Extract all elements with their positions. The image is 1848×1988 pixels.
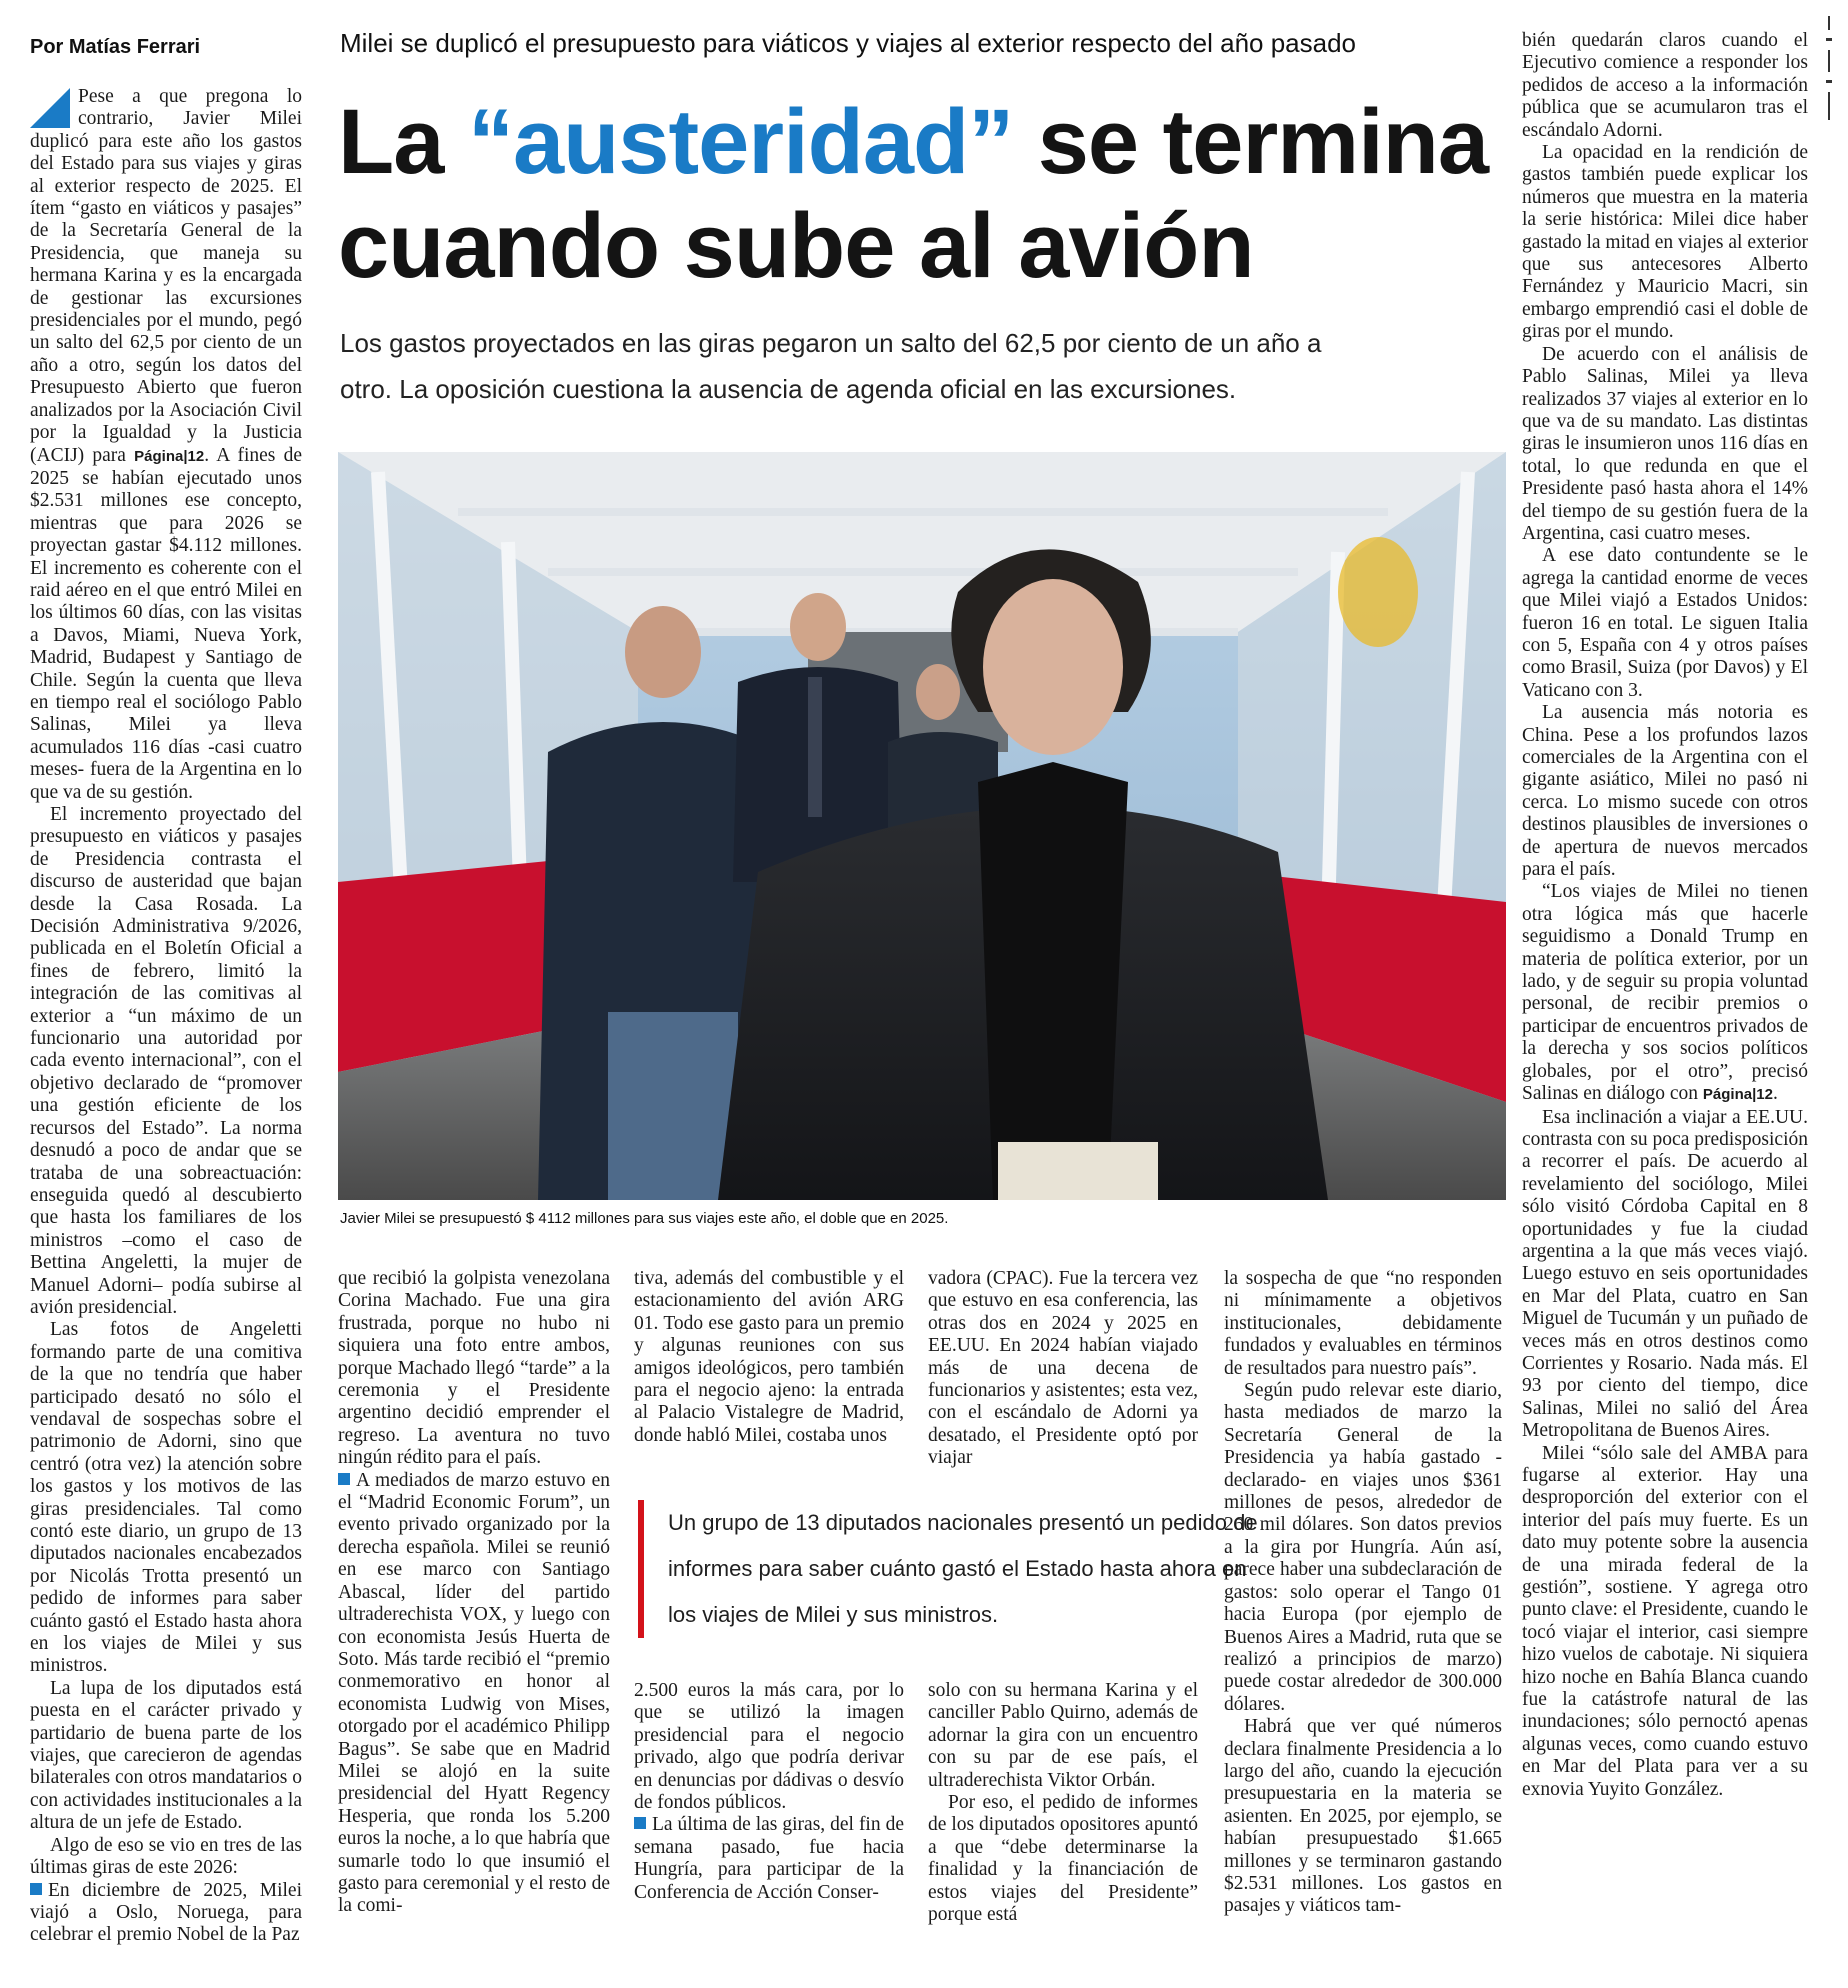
article-column-1 — [30, 86, 302, 1947]
byline: Por Matías Ferrari — [30, 36, 201, 58]
list-item: A mediados de marzo estuvo en el “Madrid Economic Forum”, un evento privado organizado por la derecha española. Milei se reunió en ese marco con Santiago Abascal, líder del partido ultraderechista VOX, y luego con con economista Jesús Huerta de Soto. Más tarde recibió el “premio conmemorativo en honor al economista Ludwig von Mises, otorgado por el académico Philipp Bagus”. Se sabe que en Madrid Milei se alojó en la suite presidencial del Hyatt Regency Hesperia, que ronda los 5.200 euros la noche, a lo que habría que sumarle todo lo que insumió el gasto para ceremonial y el resto de la comi- — [338, 1469, 610, 1917]
paragraph: “Los viajes de Milei no tienen otra lógica más que hacerle seguidismo a Donald Trump en materia de política exterior, por un lado, y de seguir su propia voluntad personal, de recibir premios o participar de encuentros privados de la derecha y sos socios políticos globales, por el otro”, precisó Salinas en diálogo con Página|12. — [1522, 881, 1808, 1105]
paragraph: La ausencia más notoria es China. Pese a los profundos lazos comerciales de la Argentina con el gigante asiático, Milei no pasó ni cerca. Lo mismo sucede con otros destinos plausibles de inversiones o de apertura de nuevos mercados para el país. — [1522, 702, 1808, 881]
article-column-5 — [1224, 1268, 1502, 1918]
headline — [338, 90, 1518, 298]
list-item: En diciembre de 2025, Milei viajó a Oslo, Noruega, para celebrar el premio Nobel de la Paz — [30, 1879, 302, 1946]
jet-bridge-illustration — [338, 452, 1506, 1200]
lead-paragraph: Pese a que pregona lo contrario, Javier Milei duplicó para este año los gastos del Estado para sus viajes y giras al exterior respecto de 2025. El ítem “gasto en viáticos y pasajes” de la Secretaría General de la Presidencia, que maneja su hermana Karina y es la encargada de gestionar las excursiones presidenciales por el mundo, pegó un salto del 62,5 por ciento de un año a otro, según los datos del Presupuesto Abierto que fueron analizados por la Asociación Civil por la Igualdad y la Justicia (ACIJ) para Página|12. A fines de 2025 se habían ejecutado unos $2.531 millones ese concepto, mientras que para 2026 se proyectan gastar $4.112 millones. El incremento es coherente con el raid aéreo en el que entró Milei en los últimos 60 días, con las visitas a Davos, Miami, Nueva York, Madrid, Budapest y Santiago de Chile. Según la cuenta que lleva en tiempo real el sociólogo Pablo Salinas, Milei ya lleva acumulados 116 días -casi cuatro meses- fuera de la Argentina en lo que va de su gestión. — [30, 86, 302, 803]
paragraph: Algo de eso se vio en tres de las últimas giras de este 2026: — [30, 1834, 302, 1879]
paragraph: Esa inclinación a viajar a EE.UU. contrasta con su poca predisposición a recorrer el país. De acuerdo al revelamiento del sociólogo, Milei sólo visitó Córdoba Capital en 8 oportunidades y fue la ciudad argentina a la que más veces viajó. Luego estuvo en seis oportunidades en Mar del Plata, cuatro en San Miguel de Tucumán y un puñado de veces más en otros destinos como Corrientes y Rosario. Nada más. El 93 por ciento del tiempo, dice Salinas, Milei no salió del Área Metropolitana de Buenos Aires. — [1522, 1106, 1808, 1442]
paragraph: la sospecha de que “no responden ni mínimamente a objetivos institucionales, debidamente fundados y evaluables en términos de resultados para nuestro país”. — [1224, 1268, 1502, 1379]
article-column-4-bottom — [928, 1680, 1198, 1926]
paragraph: La lupa de los diputados está puesta en el carácter privado y partidario de buena parte de los viajes, que carecieron de agendas bilaterales con otros mandatarios o con actividades institucionales a la altura de un jefe de Estado. — [30, 1677, 302, 1834]
kicker: Milei se duplicó el presupuesto para viáticos y viajes al exterior respecto del año pasado — [340, 28, 1357, 58]
paragraph: Milei “sólo sale del AMBA para fugarse al exterior. Hay una desproporción del exterior con el interior del país muy fuerte. Es un dato muy potente sobre la ausencia de una mirada federal de la gestión”, sostiene. Y agrega otro punto clave: el Presidente, cuando le tocó viajar el interior, casi siempre hizo vuelos de cabotaje. Ni siquiera hizo noche en Bahía Blanca cuando fue la catástrofe natural de las inundaciones; sólo pernoctó apenas algunas veces, como cuando estuvo en Mar del Plata para ver a su exnovia Yuyito González. — [1522, 1442, 1808, 1800]
paragraph: 2.500 euros la más cara, por lo que se utilizó la imagen presidencial para el negocio privado, algo que podría derivar en denuncias por dádivas o desvío de fondos públicos. — [634, 1680, 904, 1814]
paragraph: Las fotos de Angeletti formando parte de una comitiva de la que no tendría que haber participado desató no sólo el vendaval de sospechas sobre el patrimonio de Adorni, sino que centró (otra vez) la atención sobre los gastos y los motivos de las giras presidenciales. Tal como contó este diario, un grupo de 13 diputados nacionales encabezados por Nicolás Trotta presentó un pedido de informes para saber cuánto gastó el Estado hasta ahora en los viajes de Milei y sus ministros. — [30, 1319, 302, 1677]
paragraph: que recibió la golpista venezolana Corina Machado. Fue una gira frustrada, porque no hubo ni siquiera una foto entre ambos, porque Machado llegó “tarde” a la ceremonia y el Presidente argentino decidió emprender el regreso. La aventura no tuvo ningún rédito para el país. — [338, 1268, 610, 1469]
pagina12-logo: Página|12 — [1702, 1086, 1773, 1104]
article-column-2 — [338, 1268, 610, 1918]
paragraph: Según pudo relevar este diario, hasta mediados de marzo la Secretaría General de la Presidencia ya había gastado -declarado- en viajes unos $361 millones de pesos, alrededor de 260 mil dólares. Son datos previos a la gira por Hungría. Aún así, parece haber una subdeclaración de gastos: solo operar el Tango 01 hacia Europa (por ejemplo de Buenos Aires a Madrid, ruta que se realizó a principios de marzo) puede costar alrededor de 300.000 dólares. — [1224, 1380, 1502, 1715]
article-photo — [338, 452, 1506, 1200]
headline-part1: La — [338, 91, 468, 193]
page-edge-marks — [1818, 10, 1840, 130]
article-column-6 — [1522, 30, 1808, 1801]
paragraph: La opacidad en la rendición de gastos también puede explicar los números que muestra en la materia la serie histórica: Milei dice haber gastado la mitad en viajes al exterior que sus antecesores Alberto Fernández y Mauricio Macri, sin embargo emprendió casi el doble de giras por el mundo. — [1522, 142, 1808, 343]
list-item: La última de las giras, del fin de semana pasado, fue hacia Hungría, para participar de la Conferencia de Acción Conser- — [634, 1814, 904, 1903]
paragraph: A ese dato contundente se le agrega la cantidad enorme de veces que Milei viajó a Estados Unidos: fueron 16 en total. Le siguen Italia con 5, España con 4 y otros países como Brasil, Suiza (por Davos) y El Vaticano con 3. — [1522, 545, 1808, 701]
paragraph: vadora (CPAC). Fue la tercera vez que estuvo en esa conferencia, las otras dos en 2024 y 2025 en EE.UU. En 2024 habían viajado más de una decena de funcionarios y asistentes; esta vez, con el escándalo de Adorni ya desatado, el Presidente optó por viajar — [928, 1268, 1198, 1469]
paragraph: Habrá que ver qué números declara finalmente Presidencia a lo largo del año, cuando la ejecución presupuestaria en la materia se asienten. En 2025, por ejemplo, se habían presupuestado $1.665 millones y se terminaron gastando $2.531 millones. Los gastos en pasajes y viáticos tam- — [1224, 1716, 1502, 1917]
paragraph: solo con su hermana Karina y el canciller Pablo Quirno, además de adornar la gira con un encuentro con su par de ese país, el ultraderechista Viktor Orbán. — [928, 1680, 1198, 1791]
blue-triangle-marker-icon — [30, 88, 70, 128]
blue-square-bullet-icon — [634, 1817, 646, 1829]
article-column-3-bottom — [634, 1680, 904, 1904]
blue-square-bullet-icon — [338, 1473, 350, 1485]
deck: Los gastos proyectados en las giras pegaron un salto del 62,5 por ciento de un año a otro. La oposición cuestiona la ausencia de agenda oficial en las excursiones. — [340, 328, 1322, 404]
headline-highlight: “austeridad” — [467, 91, 1014, 193]
photo-caption: Javier Milei se presupuestó $ 4112 millones para sus viajes este año, el doble que en 2025. — [340, 1210, 949, 1227]
headline-line2: cuando sube al avión — [338, 195, 1254, 297]
pull-quote: Un grupo de 13 diputados nacionales presentó un pedido de informes para saber cuánto gastó el Estado hasta ahora en los viajes de Milei y sus ministros. — [638, 1500, 1258, 1638]
pagina12-logo: Página|12 — [134, 447, 205, 465]
paragraph: bién quedarán claros cuando el Ejecutivo comience a responder los pedidos de acceso a la información pública que se acumularon tras el escándalo Adorni. — [1522, 30, 1808, 141]
blue-square-bullet-icon — [30, 1883, 42, 1895]
paragraph: El incremento proyectado del presupuesto en viáticos y pasajes de Presidencia contrasta el discurso de austeridad que bajan desde la Casa Rosada. La Decisión Administrativa 9/2026, publicada en el Boletín Oficial a fines de febrero, limitó la integración de las comitivas al exterior a “un máximo de un funcionario una autoridad por cada evento internacional”, con el objetivo declarado de “promover una gestión eficiente de los recursos del Estado”. La norma desnudó a poco de andar que se trataba de una sobreactuación: enseguida quedó al descubierto que hasta los familiares de los ministros –como el caso de Bettina Angeletti, la mujer de Manuel Adorni– podía subirse al avión presidencial. — [30, 804, 302, 1318]
paragraph: De acuerdo con el análisis de Pablo Salinas, Milei ya lleva realizados 37 viajes al exterior en lo que va de su mandato. Las distintas giras le insumieron unos 116 días en total, lo que redunda en que el Presidente pasó hasta ahora el 14% del tiempo de su gestión fuera de la Argentina, casi cuatro meses. — [1522, 343, 1808, 544]
paragraph: Por eso, el pedido de informes de los diputados opositores apuntó a que “debe determinarse la finalidad y la financiación de estos viajes del Presidente” porque está — [928, 1792, 1198, 1926]
paragraph: tiva, además del combustible y el estacionamiento del avión ARG 01. Todo ese gasto para un premio y algunas reuniones con sus amigos ideológicos, pero también para el negocio ajeno: la entrada al Palacio Vistalegre de Madrid, donde habló Milei, costaba unos — [634, 1268, 904, 1446]
article-column-3-top — [634, 1268, 904, 1447]
article-column-4-top — [928, 1268, 1198, 1470]
headline-part2: se termina — [1013, 91, 1488, 193]
